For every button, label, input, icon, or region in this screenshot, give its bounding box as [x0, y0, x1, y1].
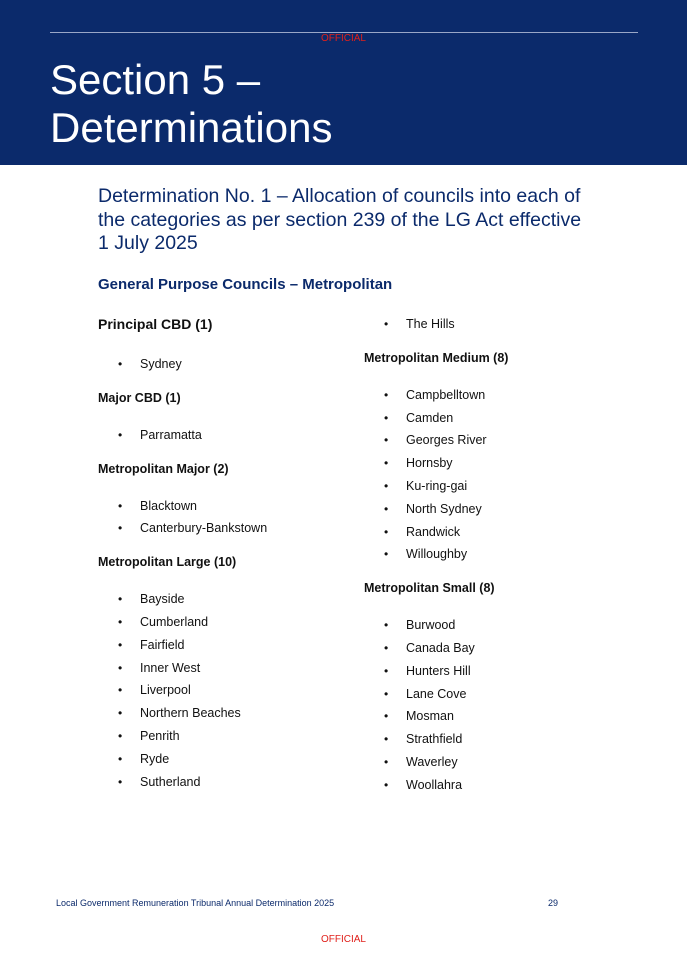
- council-item: • North Sydney: [364, 501, 614, 524]
- category-heading: Metropolitan Small (8): [364, 581, 495, 596]
- council-item: • Burwood: [364, 617, 614, 640]
- council-item: • Lane Cove: [364, 686, 614, 709]
- council-list: [98, 498, 348, 544]
- council-item: • The Hills: [364, 316, 614, 339]
- council-item: • Willoughby: [364, 546, 614, 569]
- section-title-line2: Determinations: [50, 104, 333, 151]
- category-heading: Metropolitan Major (2): [98, 461, 229, 476]
- determination-title: Determination No. 1 – Allocation of councils into each of the categories as per section 239 of the LG Act effective 1 July 2025: [98, 185, 582, 254]
- council-list: [98, 427, 348, 450]
- council-item: • Penrith: [98, 728, 348, 751]
- council-item: • Ku-ring-gai: [364, 478, 614, 501]
- council-item: • Blacktown: [98, 498, 348, 521]
- council-list: [364, 617, 614, 799]
- council-item: • Liverpool: [98, 682, 348, 705]
- council-item: • Bayside: [98, 591, 348, 614]
- council-item: • Fairfield: [98, 637, 348, 660]
- council-item: • Canterbury-Bankstown: [98, 520, 348, 543]
- category-group-heading: General Purpose Councils – Metropolitan: [98, 276, 393, 293]
- council-item: • Waverley: [364, 754, 614, 777]
- category-heading: Major CBD (1): [98, 390, 181, 405]
- category-heading: Principal CBD (1): [98, 316, 213, 332]
- category-heading: Metropolitan Large (10): [98, 555, 237, 570]
- council-item: • Ryde: [98, 751, 348, 774]
- council-list: [98, 356, 348, 379]
- section-title-line1: Section 5 –: [50, 56, 261, 103]
- classification-top: OFFICIAL: [320, 33, 366, 44]
- category-heading: Metropolitan Medium (8): [364, 350, 509, 365]
- council-item: • Randwick: [364, 524, 614, 547]
- council-item: • Canada Bay: [364, 640, 614, 663]
- council-item: • Inner West: [98, 660, 348, 683]
- footer-document-title: Local Government Remuneration Tribunal Annual Determination 2025: [56, 898, 335, 908]
- council-item: • Georges River: [364, 432, 614, 455]
- council-item: • Camden: [364, 410, 614, 433]
- council-list: [364, 316, 614, 339]
- header-banner: [0, 0, 687, 165]
- council-list: [98, 591, 348, 796]
- council-item: • Northern Beaches: [98, 705, 348, 728]
- council-item: • Strathfield: [364, 731, 614, 754]
- right-column: [364, 316, 614, 800]
- council-item: • Mosman: [364, 708, 614, 731]
- council-item: • Hornsby: [364, 455, 614, 478]
- classification-bottom: OFFICIAL: [320, 934, 366, 945]
- council-item: • Sydney: [98, 356, 348, 379]
- section-title: [50, 56, 332, 152]
- council-item: • Woollahra: [364, 777, 614, 800]
- council-item: • Hunters Hill: [364, 663, 614, 686]
- council-item: • Cumberland: [98, 614, 348, 637]
- left-column: [98, 316, 348, 796]
- council-item: • Campbelltown: [364, 387, 614, 410]
- council-item: • Sutherland: [98, 774, 348, 797]
- council-item: • Parramatta: [98, 427, 348, 450]
- council-list: [364, 387, 614, 569]
- page-number: 29: [548, 898, 559, 908]
